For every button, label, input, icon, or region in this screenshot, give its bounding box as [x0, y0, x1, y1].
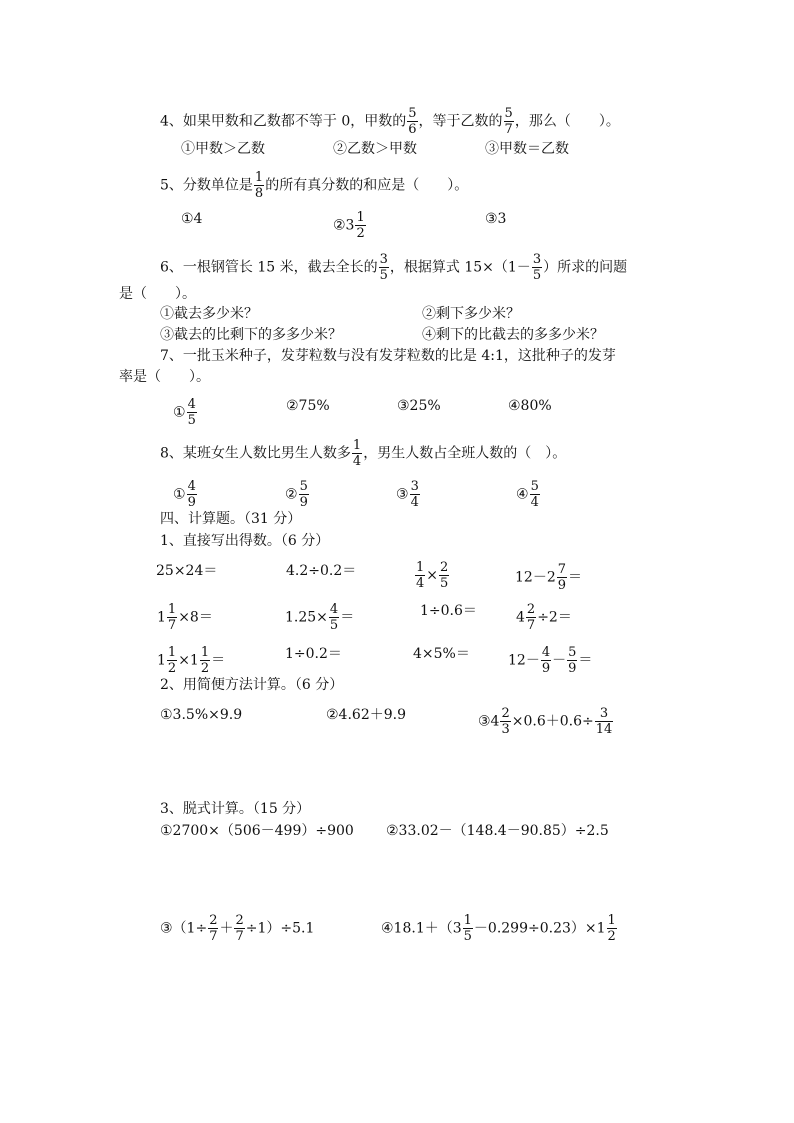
- fraction: $\frac{1}{4}$: [416, 560, 425, 591]
- q4-option-1: ①甲数＞乙数: [181, 141, 265, 157]
- q6-option-2: ②剩下多少米？: [422, 306, 520, 322]
- calc-item: ③4 $\frac{2}{3}$ ×0.6＋0.6÷ $\frac{3}{14}$: [478, 706, 613, 737]
- q5-stem: 5、分数单位是 $\frac{1}{8}$ 的所有真分数的和应是（ ）。: [160, 170, 469, 201]
- calc-item: 1 $\frac{1}{2}$ ×1 $\frac{1}{2}$ ＝: [157, 645, 226, 676]
- q8-option-1: ① $\frac{4}{9}$: [173, 479, 196, 510]
- fraction: $\frac{1}{7}$: [167, 602, 177, 633]
- fraction: $\frac{4}{5}$: [187, 397, 196, 428]
- q6-stem-line-2: 是（ ）。: [119, 286, 196, 302]
- calc-item: 1÷0.6＝: [420, 603, 477, 619]
- fraction: $\frac{3}{5}$: [379, 252, 388, 283]
- q7-option-1: ① $\frac{4}{5}$: [173, 397, 196, 428]
- fraction: $\frac{2}{5}$: [440, 560, 449, 591]
- q6-stem: 6、一根钢管长 15 米，截去全长的 $\frac{3}{5}$ ，根据算式 15×（1－ $\frac{3}{5}$ ）所求的问题: [160, 252, 628, 283]
- fraction: $\frac{3}{5}$: [532, 252, 542, 283]
- q6-option-1: ①截去多少米？: [160, 306, 258, 322]
- q7-option-2: ②75%: [286, 398, 330, 414]
- fraction: $\frac{2}{3}$: [501, 706, 510, 737]
- fraction: $\frac{7}{9}$: [557, 562, 567, 593]
- q4-option-3: ③甲数＝乙数: [485, 141, 569, 157]
- calc-item: 12－ $\frac{4}{9}$ － $\frac{5}{9}$ ＝: [508, 645, 593, 676]
- fraction: $\frac{1}{5}$: [463, 913, 472, 944]
- q7-option-4: ④80%: [508, 398, 552, 414]
- fraction: $\frac{3}{4}$: [410, 479, 419, 510]
- fraction: $\frac{5}{9}$: [568, 645, 577, 676]
- fraction: $\frac{5}{9}$: [299, 479, 308, 510]
- fraction: $\frac{1}{8}$: [254, 170, 264, 201]
- fraction: $\frac{5}{6}$: [408, 106, 417, 137]
- fraction: $\frac{1}{2}$: [356, 210, 365, 241]
- q6-option-3: ③截去的比剩下的多多少米？: [160, 327, 342, 343]
- calc-item: 4 $\frac{2}{7}$ ÷2＝: [516, 602, 572, 633]
- calc-item: 12－2 $\frac{7}{9}$ ＝: [515, 562, 583, 593]
- q8-stem: 8、某班女生人数比男生人数多 $\frac{1}{4}$ ，男生人数占全班人数的（ ）。: [160, 438, 567, 469]
- calc-item: 1÷0.2＝: [285, 646, 342, 662]
- fraction: $\frac{5}{4}$: [530, 479, 539, 510]
- fraction: $\frac{5}{7}$: [504, 106, 513, 137]
- q4-option-2: ②乙数＞甲数: [333, 141, 417, 157]
- calc-item: 4.2÷0.2＝: [286, 563, 357, 579]
- q8-option-2: ② $\frac{5}{9}$: [285, 479, 308, 510]
- section-title: 四、计算题。（31 分）: [160, 511, 302, 527]
- fraction: $\frac{1}{2}$: [167, 645, 177, 676]
- calc-item: 1.25× $\frac{4}{5}$ ＝: [285, 602, 355, 633]
- calc-item: 4×5%＝: [413, 646, 470, 662]
- q7-stem-line-2: 率是（ ）。: [119, 369, 210, 385]
- calc-item: ①3.5%×9.9: [160, 707, 243, 723]
- fraction: $\frac{2}{7}$: [526, 602, 536, 633]
- q8-option-3: ③ $\frac{3}{4}$: [396, 479, 419, 510]
- subsection-title: 1、直接写出得数。（6 分）: [160, 533, 330, 549]
- q5-option-1: ①4: [181, 211, 203, 227]
- subsection-title: 3、脱式计算。（15 分）: [160, 801, 311, 817]
- q7-stem: 7、一批玉米种子，发芽粒数与没有发芽粒数的比是 4:1，这批种子的发芽: [160, 348, 616, 364]
- calc-item: 1 $\frac{1}{7}$ ×8＝: [157, 602, 213, 633]
- fraction: $\frac{2}{7}$: [235, 913, 244, 944]
- q7-option-3: ③25%: [397, 398, 441, 414]
- q6-option-4: ④剩下的比截去的多多少米？: [422, 327, 604, 343]
- calc-item: $\frac{1}{4}$ × $\frac{2}{5}$: [416, 560, 449, 591]
- calc-item: ④18.1＋（3 $\frac{1}{5}$ －0.299÷0.23）×1 $\frac{1}{2}$: [381, 913, 616, 944]
- calc-item: ③（1÷ $\frac{2}{7}$ ＋ $\frac{2}{7}$ ÷1）÷5.1: [160, 913, 315, 944]
- q8-option-4: ④ $\frac{5}{4}$: [516, 479, 539, 510]
- q5-option-2: ②3 $\frac{1}{2}$: [333, 210, 365, 241]
- calc-item: ②4.62＋9.9: [326, 707, 406, 723]
- subsection-title: 2、用简便方法计算。（6 分）: [160, 677, 344, 693]
- fraction: $\frac{1}{4}$: [352, 438, 362, 469]
- fraction: $\frac{1}{2}$: [200, 645, 210, 676]
- fraction: $\frac{2}{7}$: [209, 913, 218, 944]
- fraction: $\frac{4}{9}$: [541, 645, 551, 676]
- fraction: $\frac{3}{14}$: [595, 706, 613, 737]
- q4-stem: 4、如果甲数和乙数都不等于 0，甲数的 $\frac{5}{6}$ ，等于乙数的 $\frac{5}{7}$ ，那么（ ）。: [160, 106, 620, 137]
- fraction: $\frac{1}{2}$: [607, 913, 616, 944]
- calc-item: ①2700×（506－499）÷900: [160, 823, 354, 839]
- calc-item: ②33.02－（148.4－90.85）÷2.5: [386, 823, 609, 839]
- fraction: $\frac{4}{5}$: [329, 602, 339, 633]
- q5-option-3: ③3: [485, 211, 507, 227]
- fraction: $\frac{4}{9}$: [187, 479, 196, 510]
- calc-item: 25×24＝: [156, 563, 218, 579]
